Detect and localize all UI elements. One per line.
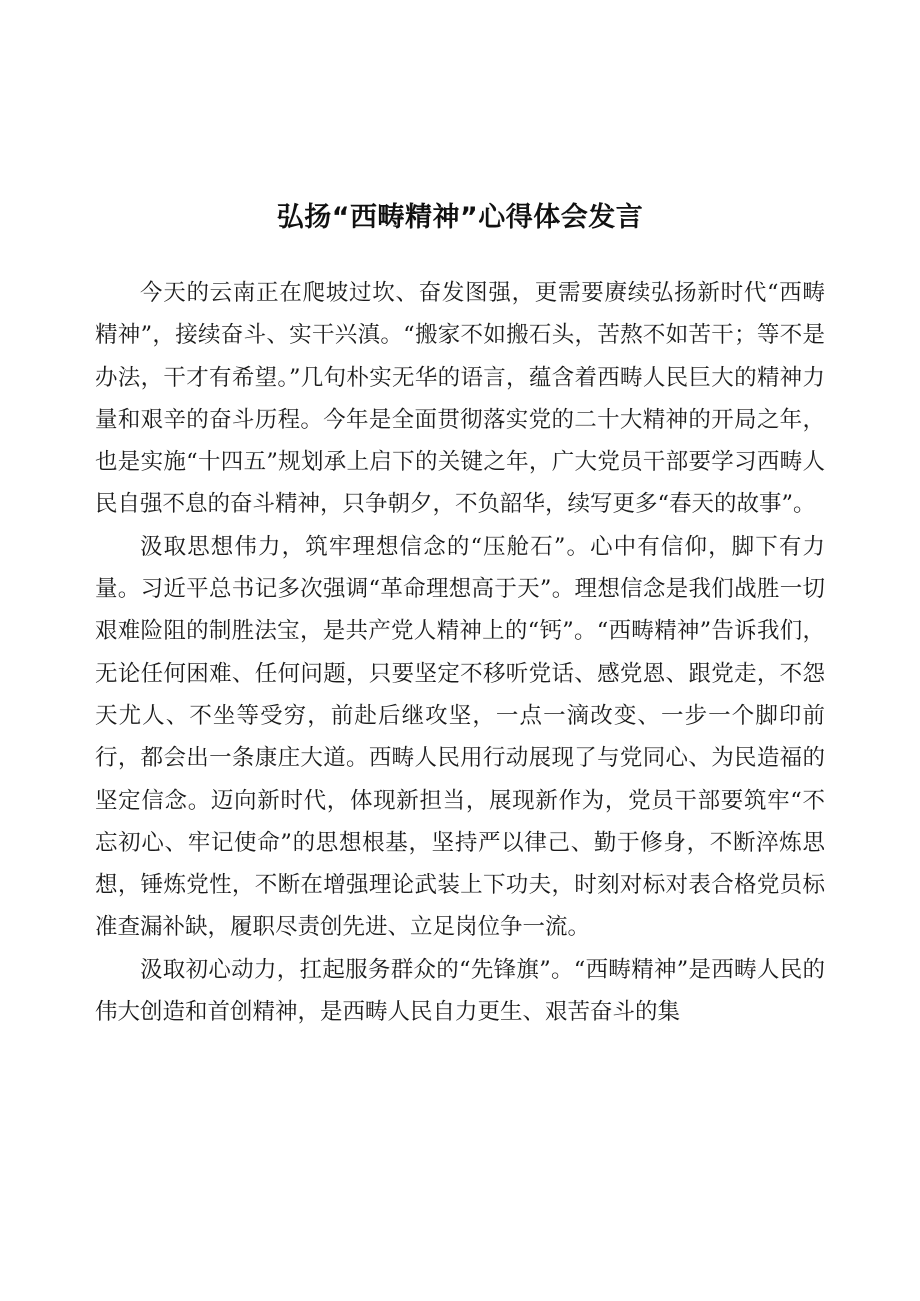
document-title: 弘扬“西畴精神”心得体会发言 <box>276 202 644 234</box>
document-body <box>95 272 825 1033</box>
paragraph-service: 汲取初心动力，扛起服务群众的“先锋旗”。“西畴精神”是西畴人民的伟大创造和首创精神，是西畴人民自力更生、艰苦奋斗的集 <box>95 956 825 1026</box>
paragraph-ideals: 汲取思想伟力，筑牢理想信念的“压舱石”。心中有信仰，脚下有力量。习近平总书记多次强调“革命理想高于天”。理想信念是我们战胜一切艰难险阻的制胜法宝，是共产党人精神上的“钙”。“西畴精神”告诉我们，无论任何困难、任何问题，只要坚定不移听党话、感党恩、跟党走，不怨天尤人、不坐等受穷，前赴后继攻坚，一点一滴改变、一步一个脚印前行，都会出一条康庄大道。西畴人民用行动展现了与党同心、为民造福的坚定信念。迈向新时代，体现新担当，展现新作为，党员干部要筑牢“不忘初心、牢记使命”的思想根基，坚持严以律己、勤于修身，不断淬炼思想，锤炼党性，不断在增强理论武装上下功夫，时刻对标对表合格党员标准查漏补缺，履职尽责创先进、立足岗位争一流。 <box>95 533 825 941</box>
paragraph-intro: 今天的云南正在爬坡过坎、奋发图强，更需要赓续弘扬新时代“西畴精神”，接续奋斗、实干兴滇。“搬家不如搬石头，苦熬不如苦干；等不是办法，干才有希望。”几句朴实无华的语言，蕴含着西畴人民巨大的精神力量和艰辛的奋斗历程。今年是全面贯彻落实党的二十大精神的开局之年，也是实施“十四五”规划承上启下的关键之年，广大党员干部要学习西畴人民自强不息的奋斗精神，只争朝夕，不负韶华，续写更多“春天的故事”。 <box>95 280 825 518</box>
